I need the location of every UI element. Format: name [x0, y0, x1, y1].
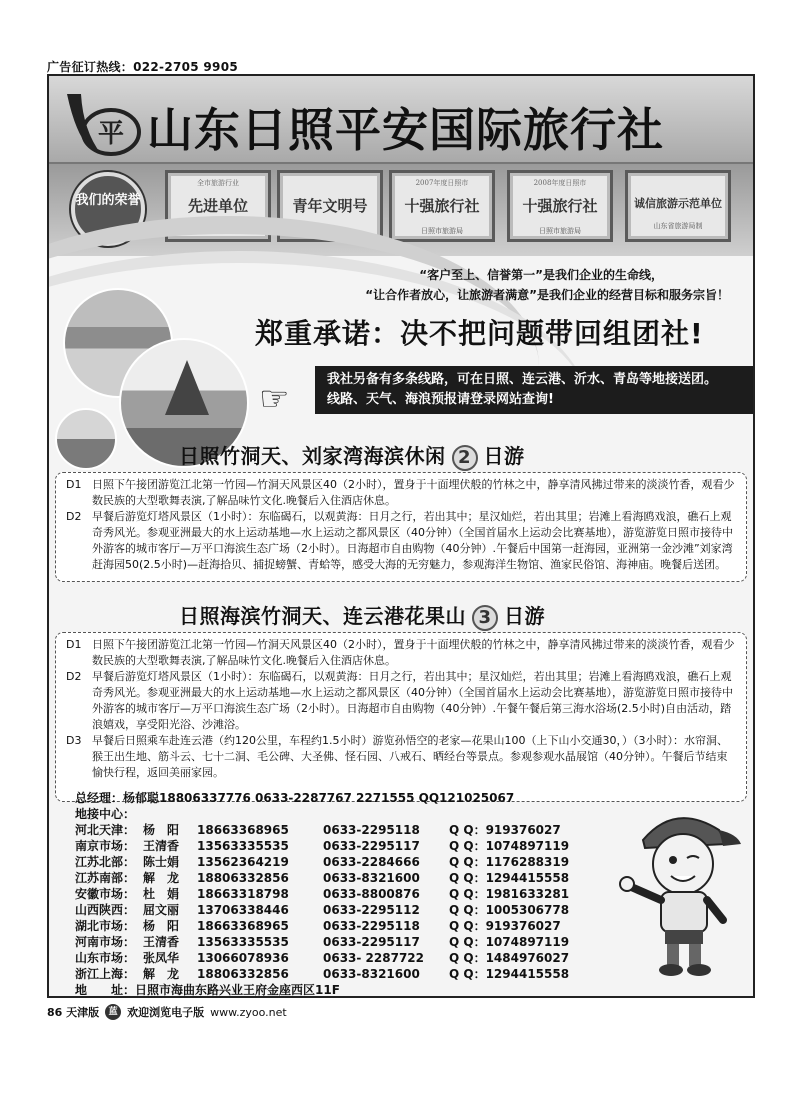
- honor-plaque: 2008年度日照市 十强旅行社 日照市旅游局: [507, 170, 613, 242]
- website-link[interactable]: www.zyoo.net: [210, 1005, 287, 1019]
- center-label: 地接中心：: [75, 807, 136, 821]
- route-days-badge: 2: [452, 445, 478, 471]
- company-logo-icon: [61, 90, 145, 158]
- contact-row: 安徽市场： 杜 娟 18663318798 0633-8800876 Q Q：1981633281: [75, 887, 570, 901]
- itinerary-day: D2 早餐后游览灯塔风景区（1小时）：东临碣石，以观黄海：日月之行，若出其中；星汉灿烂，若出其里；岩滩上看海鸥戏浪，礁石上观奇秀风光。参观亚洲最大的水上运动基地—水上运动之都风景区（40分钟）（全国首届水上运动会比赛基地），游览游览日照市接待中外游客的城市客厅—万平口海滨生态广场（2小时）。日海超市自由购物（40分钟）.午餐后中国第一赶海园，亚洲第一金沙滩”刘家湾赶海园50(2.5小时)—赶海拾贝、捕捉螃蟹、青蛤等，感受大海的无穷魅力，参观海洋生物馆、渔家民俗馆、海神庙。晚餐后送团。: [66, 510, 733, 571]
- pavilion-photo: [55, 408, 117, 470]
- notice-box: [315, 366, 755, 414]
- page-footer: [47, 1004, 287, 1020]
- notice-line: 线路、天气、海浪预报请登录网站查询!: [327, 392, 554, 407]
- pointing-hand-icon: ☞: [259, 379, 290, 419]
- footer-text: 欢迎浏览电子版: [127, 1006, 205, 1019]
- contact-row: 河北天津： 杨 阳 18663368965 0633-2295118 Q Q：919376027: [75, 823, 561, 837]
- page-number: 86 天津版: [47, 1006, 100, 1019]
- cartoon-boy-icon: [615, 800, 745, 980]
- itinerary-day: D1 日照下午接团游览江北第一竹园—竹洞天风景区40（2小时），置身于十面埋伏般的竹林之中，静享清风拂过带来的淡淡竹香，观看少数民族的大型歌舞表演,了解品味竹文化.晚餐后入住酒店休息。: [66, 638, 735, 667]
- header-banner: [49, 76, 753, 164]
- contact-row: 湖北市场： 杨 阳 18663368965 0633-2295118 Q Q：919376027: [75, 919, 561, 933]
- itinerary-day: D3 早餐后日照乘车赴连云港（约120公里，车程约1.5小时）游览孙悟空的老家—花果山100（上下山小交通30，）（3小时）：水帘洞、猴王出生地、筋斗云、七十二洞、毛公碑、大圣佛、怪石园、八戒石、晒经台等景点。参观参观水晶展馆（40分钟）。午餐后节结束愉快行程，返回美丽家园。: [66, 734, 728, 779]
- honor-plaque: 2007年度日照市 十强旅行社 日照市旅游局: [389, 170, 495, 242]
- notice-line: 我社另备有多条线路，可在日照、连云港、沂水、青岛等地接送团。: [327, 372, 718, 387]
- logo-char: 平: [97, 119, 125, 149]
- route-title: 日照海滨竹洞天、连云港花果山 3 日游: [179, 600, 545, 631]
- itinerary-box: [55, 632, 747, 802]
- contact-row: 江苏北部： 陈士娟 13562364219 0633-2284666 Q Q：1176288319: [75, 855, 570, 869]
- honor-plaque: 青年文明号: [277, 170, 383, 242]
- advertisement-frame: [47, 74, 755, 998]
- general-manager-line: 总经理：杨郁聪18806337776 0633-2287767 2271555 QQ121025067: [75, 791, 515, 805]
- itinerary-box: [55, 472, 747, 582]
- contact-row: 山东市场： 张凤华 13066078936 0633- 2287722 Q Q：1484976027: [75, 951, 570, 965]
- route-title: 日照竹洞天、刘家湾海滨休闲 2 日游: [179, 440, 525, 471]
- honor-plaque: 全市旅游行业 先进单位 日照市旅游局: [165, 170, 271, 242]
- contact-row: 山西陕西： 屈文丽 13706338446 0633-2295112 Q Q：1005306778: [75, 903, 570, 917]
- route-days-badge: 3: [472, 605, 498, 631]
- contact-block: [75, 790, 569, 998]
- edition-badge-icon: 蓝: [105, 1004, 121, 1020]
- contact-row: 江苏南部： 解 龙 18806332856 0633-8321600 Q Q：1294415558: [75, 871, 570, 885]
- promise-heading: 郑重承诺：决不把问题带回组团社!: [255, 317, 704, 350]
- itinerary-day: D2 早餐后游览灯塔风景区（1小时）：东临碣石，以观黄海：日月之行，若出其中；星汉灿烂，若出其里；岩滩上看海鸥戏浪，礁石上观奇秀风光。参观亚洲最大的水上运动基地—水上运动之都风景区（40分钟）（全国首届水上运动会比赛基地），游览游览日照市接待中外游客的城市客厅—万平口海滨生态广场（2小时）。日海超市自由购物（40分钟）.午餐午餐后第三海水浴场(2.5小时)自由活动，踏浪嬉戏，享受阳光浴、沙滩浴。: [66, 670, 733, 731]
- ad-hotline: 广告征订热线：022-2705 9905: [47, 60, 239, 74]
- contact-row: 浙江上海： 解 龙 18806332856 0633-8321600 Q Q：1294415558: [75, 967, 570, 981]
- company-name: 山东日照平安国际旅行社: [147, 103, 664, 157]
- itinerary-day: D1 日照下午接团游览江北第一竹园—竹洞天风景区40（2小时），置身于十面埋伏般的竹林之中，静享清风拂过带来的淡淡竹香，观看少数民族的大型歌舞表演,了解品味竹文化.晚餐后入住酒店休息。: [66, 478, 735, 507]
- address-line: 地 址：日照市海曲东路兴业王府金座西区11F: [75, 983, 340, 997]
- contact-row: 河南市场： 王清香 13563335535 0633-2295117 Q Q：1074897119: [75, 935, 570, 949]
- honor-plaque: 诚信旅游示范单位 山东省旅游局制: [625, 170, 731, 242]
- honor-badge: 我们的荣誉: [71, 172, 145, 246]
- slogan-line: “客户至上、信誉第一”是我们企业的生命线，: [419, 268, 663, 282]
- contact-row: 南京市场： 王清香 13563335535 0633-2295117 Q Q：1074897119: [75, 839, 570, 853]
- slogan-line: “让合作者放心，让旅游者满意”是我们企业的经营目标和服务宗旨！: [365, 288, 729, 302]
